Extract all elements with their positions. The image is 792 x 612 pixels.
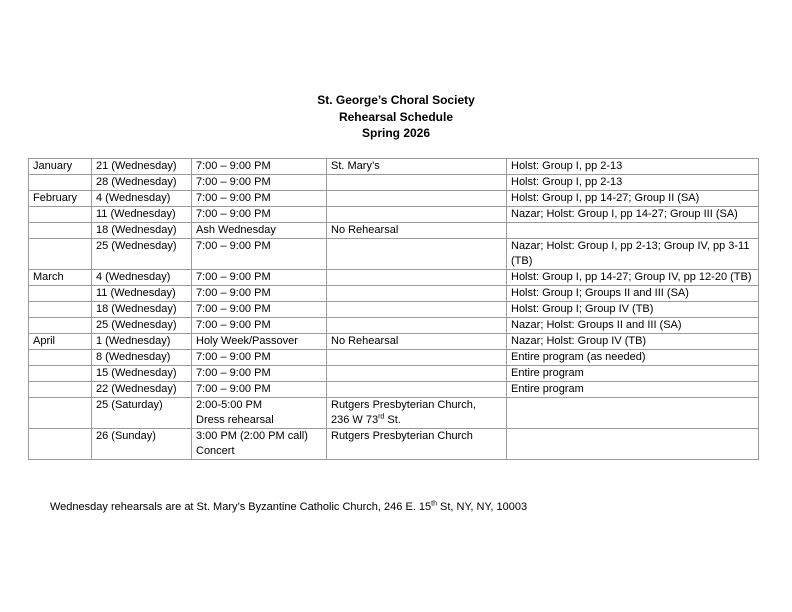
notes-cell (507, 191, 759, 207)
table-row (29, 175, 759, 191)
time-cell-text: Holy Week/Passover (196, 335, 298, 347)
table-row (29, 191, 759, 207)
table-row (29, 382, 759, 398)
notes-cell (507, 366, 759, 382)
location-cell (327, 239, 507, 270)
address-ordinal: rd (378, 413, 385, 421)
date-cell-text: 21 (Wednesday) (96, 160, 177, 172)
table-row (29, 302, 759, 318)
time-cell (192, 159, 327, 175)
notes-cell (507, 382, 759, 398)
notes-cell (507, 429, 759, 460)
time-cell-text: 7:00 – 9:00 PM (196, 271, 271, 283)
notes-cell-text: Holst: Group I, pp 2-13 (511, 176, 623, 188)
season-label: Spring 2026 (361, 126, 431, 140)
location-cell-text: St. Mary’s (331, 160, 380, 172)
month-cell-text: January (33, 160, 73, 172)
date-cell-text: 1 (Wednesday) (96, 335, 171, 347)
month-cell-text: April (33, 335, 56, 347)
notes-cell-text: Entire program (511, 383, 584, 395)
time-cell (192, 223, 327, 239)
notes-cell-text: Nazar; Holst: Groups II and III (SA) (511, 319, 682, 331)
month-cell (29, 270, 92, 286)
time-cell (192, 382, 327, 398)
rehearsal-schedule-table (28, 158, 759, 460)
date-cell (92, 334, 192, 350)
month-cell (29, 334, 92, 350)
notes-cell (507, 350, 759, 366)
notes-cell-text: Holst: Group I; Group IV (TB) (511, 303, 654, 315)
date-cell (92, 302, 192, 318)
location-cell (327, 429, 507, 460)
location-cell (327, 382, 507, 398)
month-cell (29, 175, 92, 191)
table-row (29, 223, 759, 239)
notes-cell (507, 398, 759, 429)
date-cell-text: 4 (Wednesday) (96, 271, 171, 283)
month-cell (29, 223, 92, 239)
month-cell (29, 239, 92, 270)
date-cell-text: 26 (Sunday) (96, 430, 156, 442)
table-row (29, 286, 759, 302)
time-cell-text: 7:00 – 9:00 PM (196, 176, 271, 188)
time-cell-text: 7:00 – 9:00 PM (196, 287, 271, 299)
month-cell (29, 366, 92, 382)
date-cell (92, 239, 192, 270)
location-cell-text: Rutgers Presbyterian Church (331, 430, 473, 442)
time-cell-detail: Dress rehearsal (196, 414, 274, 426)
time-cell-text: 7:00 – 9:00 PM (196, 208, 271, 220)
date-cell-text: 4 (Wednesday) (96, 192, 171, 204)
notes-cell-text: Holst: Group I, pp 14-27; Group IV, pp 12-20 (TB) (511, 271, 752, 283)
time-cell (192, 318, 327, 334)
date-cell (92, 366, 192, 382)
date-cell-text: 22 (Wednesday) (96, 383, 177, 395)
month-cell (29, 429, 92, 460)
time-cell-text: Ash Wednesday (196, 224, 276, 236)
notes-cell (507, 239, 759, 270)
location-cell (327, 318, 507, 334)
notes-cell (507, 270, 759, 286)
time-cell (192, 207, 327, 223)
month-cell (29, 207, 92, 223)
month-cell (29, 398, 92, 429)
notes-cell (507, 175, 759, 191)
address-suffix: St. (384, 414, 401, 426)
footnote-text: Wednesday rehearsals are at St. Mary’s Byzantine Catholic Church, 246 E. 15 (50, 501, 432, 513)
notes-cell (507, 159, 759, 175)
time-cell-text: 7:00 – 9:00 PM (196, 351, 271, 363)
notes-cell (507, 334, 759, 350)
location-cell-text: No Rehearsal (331, 224, 399, 236)
address-street: 236 W 73 (331, 414, 379, 426)
location-cell (327, 191, 507, 207)
table-row (29, 207, 759, 223)
month-cell (29, 350, 92, 366)
org-name: St. George’s Choral Society (317, 93, 475, 107)
date-cell (92, 270, 192, 286)
location-cell (327, 350, 507, 366)
time-cell (192, 398, 327, 429)
location-address (331, 413, 502, 428)
date-cell-text: 15 (Wednesday) (96, 367, 177, 379)
time-cell (192, 191, 327, 207)
location-cell-text: No Rehearsal (331, 335, 399, 347)
date-cell (92, 191, 192, 207)
date-cell (92, 318, 192, 334)
date-cell (92, 175, 192, 191)
month-cell-text: March (33, 271, 64, 283)
date-cell (92, 286, 192, 302)
time-cell (192, 302, 327, 318)
document-heading (0, 92, 792, 142)
month-cell (29, 318, 92, 334)
location-cell (327, 270, 507, 286)
month-cell (29, 302, 92, 318)
month-cell-text: February (33, 192, 78, 204)
notes-cell (507, 302, 759, 318)
date-cell-text: 18 (Wednesday) (96, 303, 177, 315)
date-cell (92, 223, 192, 239)
notes-cell-text: Entire program (511, 367, 584, 379)
footnote-ordinal: th (431, 500, 437, 508)
footnote-text-end: St, NY, NY, 10003 (436, 501, 528, 513)
time-cell-text: 3:00 PM (2:00 PM call) (196, 430, 308, 442)
time-cell-text: 7:00 – 9:00 PM (196, 319, 271, 331)
date-cell-text: 11 (Wednesday) (96, 208, 176, 220)
date-cell (92, 159, 192, 175)
date-cell-text: 25 (Wednesday) (96, 240, 177, 252)
time-cell-text: 7:00 – 9:00 PM (196, 367, 271, 379)
table-row (29, 398, 759, 429)
location-cell (327, 302, 507, 318)
location-cell (327, 334, 507, 350)
table-row (29, 350, 759, 366)
location-cell (327, 159, 507, 175)
month-cell (29, 159, 92, 175)
date-cell (92, 350, 192, 366)
notes-cell-text: Nazar; Holst: Group I, pp 14-27; Group III (SA) (511, 208, 738, 220)
time-cell (192, 239, 327, 270)
table-row (29, 334, 759, 350)
date-cell-text: 8 (Wednesday) (96, 351, 171, 363)
date-cell-text: 28 (Wednesday) (96, 176, 177, 188)
table-row (29, 239, 759, 270)
schedule-body (29, 159, 759, 460)
notes-cell-text: Holst: Group I, pp 14-27; Group II (SA) (511, 192, 700, 204)
table-row (29, 429, 759, 460)
location-cell (327, 398, 507, 429)
time-cell-detail: Concert (196, 445, 235, 457)
time-cell-text: 7:00 – 9:00 PM (196, 192, 271, 204)
notes-cell (507, 223, 759, 239)
time-cell-text: 7:00 – 9:00 PM (196, 383, 271, 395)
time-cell (192, 350, 327, 366)
table-row (29, 366, 759, 382)
time-cell (192, 429, 327, 460)
date-cell-text: 11 (Wednesday) (96, 287, 176, 299)
time-cell-text: 7:00 – 9:00 PM (196, 303, 271, 315)
time-cell-text: 7:00 – 9:00 PM (196, 240, 271, 252)
table-row (29, 159, 759, 175)
notes-cell (507, 207, 759, 223)
time-cell (192, 175, 327, 191)
month-cell (29, 382, 92, 398)
time-cell (192, 270, 327, 286)
notes-cell (507, 286, 759, 302)
time-cell-text: 2:00-5:00 PM (196, 399, 263, 411)
notes-cell (507, 318, 759, 334)
location-cell (327, 286, 507, 302)
location-cell (327, 207, 507, 223)
month-cell (29, 191, 92, 207)
notes-cell-text: Nazar; Holst: Group IV (TB) (511, 335, 647, 347)
location-footnote (50, 500, 527, 515)
notes-cell-text: Nazar; Holst: Group I, pp 2-13; Group IV, pp 3-11 (TB) (511, 240, 750, 267)
notes-cell-text: Holst: Group I, pp 2-13 (511, 160, 623, 172)
month-cell (29, 286, 92, 302)
table-row (29, 270, 759, 286)
date-cell (92, 207, 192, 223)
date-cell (92, 382, 192, 398)
table-row (29, 318, 759, 334)
time-cell (192, 286, 327, 302)
notes-cell-text: Holst: Group I; Groups II and III (SA) (511, 287, 689, 299)
date-cell-text: 25 (Saturday) (96, 399, 163, 411)
time-cell (192, 334, 327, 350)
location-cell (327, 223, 507, 239)
time-cell-text: 7:00 – 9:00 PM (196, 160, 271, 172)
date-cell-text: 18 (Wednesday) (96, 224, 177, 236)
location-cell (327, 175, 507, 191)
date-cell (92, 429, 192, 460)
date-cell (92, 398, 192, 429)
time-cell (192, 366, 327, 382)
location-cell (327, 366, 507, 382)
schedule-title: Rehearsal Schedule (338, 109, 454, 124)
location-cell-text: Rutgers Presbyterian Church, (331, 399, 476, 411)
notes-cell-text: Entire program (as needed) (511, 351, 646, 363)
date-cell-text: 25 (Wednesday) (96, 319, 177, 331)
